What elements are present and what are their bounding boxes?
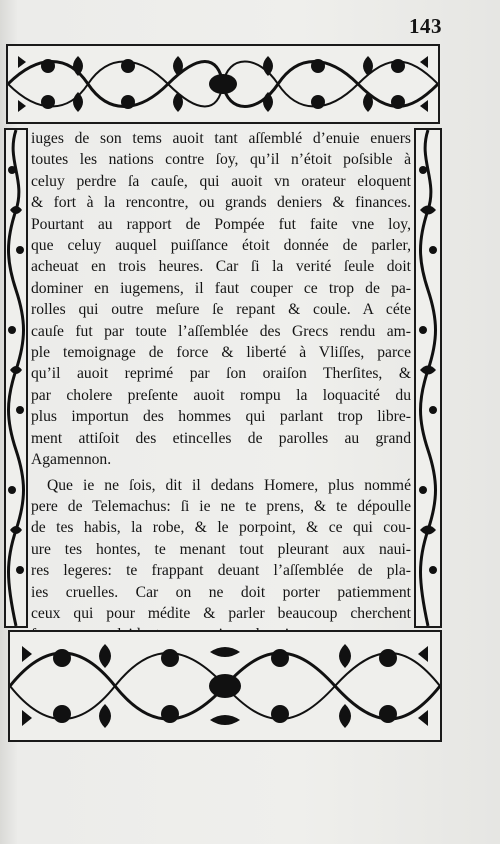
text-line: plus importun des hommes qui parlant trop libre- xyxy=(31,408,411,426)
text-line: res legeres: te frappant deuant l’aſſemblée de pla- xyxy=(31,562,411,580)
body-text xyxy=(31,128,411,667)
text-line: & fort à la rencontre, ou grands deniers & finances. xyxy=(31,194,411,212)
text-line: celuy perdre ſa cauſe, qui auoit vn orateur eloquent xyxy=(31,172,411,190)
text-line: iuges de son tems auoit tant aſſemblé d’enuie enuers xyxy=(31,130,411,147)
page-number: 143 xyxy=(409,14,442,38)
text-line: acheuat en trois heures. Car ſi la verité ſeule doit xyxy=(31,258,411,276)
text-line: toutes les nations contre ſoy, qu’il n’étoit poſsible à xyxy=(31,151,411,169)
text-line: pere de Telemachus: ſi ie ne te prens, & te dépoulle xyxy=(31,497,411,515)
arabesque-ornament xyxy=(8,46,438,122)
text-line: dominer en iugemens, il faut couper ce trop de pa- xyxy=(31,279,411,297)
text-line: de tes habis, la robe, & le porpoint, & ce qui cou- xyxy=(31,519,411,537)
left-vine-border xyxy=(4,128,28,628)
text-line: ment attiſoit des etincelles de parolles au grand xyxy=(31,429,411,447)
text-line: rolles qui outre meſure ſe repant & coule. A céte xyxy=(31,301,411,319)
text-line: par cholere preſente auoit rompu la loquacité du xyxy=(31,386,411,404)
text-line: cauſe fut par toute l’aſſemblée des Grecs rendu am- xyxy=(31,322,411,340)
text-line: ies cruelles. Car on ne doit porter patiemment xyxy=(31,583,411,601)
text-line: Pourtant au rapport de Pompée fut faite vne loy, xyxy=(31,215,411,233)
arabesque-ornament xyxy=(10,632,440,740)
right-vine-border xyxy=(414,128,442,628)
text-line: ple temoignage de force & liberté à Vliſſes, parce xyxy=(31,344,411,362)
text-line: que celuy auquel puiſſance étoit donnée de parler, xyxy=(31,237,411,255)
text-line: Agamennon. xyxy=(31,451,112,469)
vine-ornament xyxy=(416,130,440,626)
vine-ornament xyxy=(6,130,26,626)
text-line: qu’il auoit reprimé par ſon oraiſon Therſites, & xyxy=(31,365,411,383)
text-line: ure tes hontes, te menant tout pleurant aux naui- xyxy=(31,540,411,558)
text-line: ceux qui pour médite & parler beaucoup cherchent xyxy=(31,604,411,622)
bottom-ornament-band xyxy=(8,630,442,742)
text-line: Que ie ne ſois, dit il dedans Homere, plus nommé xyxy=(47,476,411,494)
top-ornament-band xyxy=(6,44,440,124)
paragraph-1 xyxy=(31,128,411,471)
